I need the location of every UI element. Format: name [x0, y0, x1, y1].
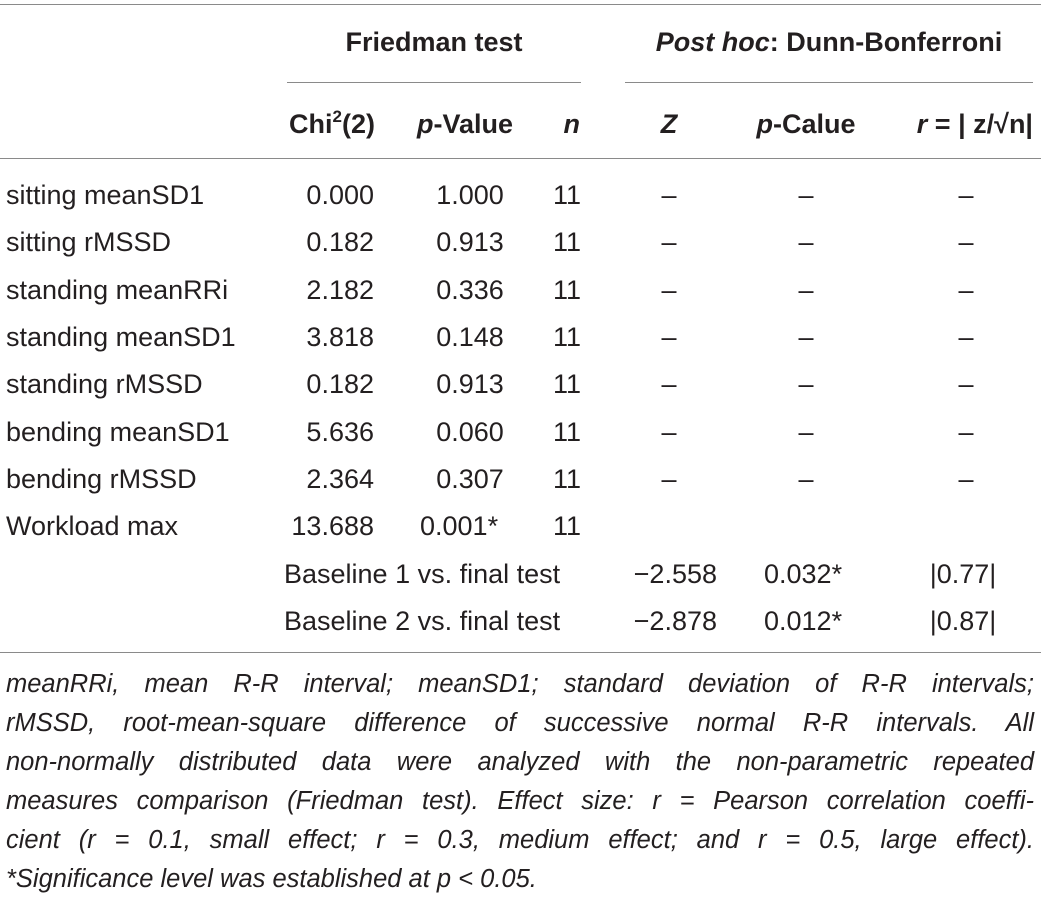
- row-p-value: 0.307: [436, 464, 504, 494]
- row-r: –: [958, 369, 974, 399]
- row-n: 11: [552, 417, 581, 447]
- row-label: sitting rMSSD: [6, 227, 172, 257]
- row-label: sitting meanSD1: [6, 180, 205, 210]
- row-chi: 0.000: [306, 180, 374, 210]
- col-header-pcalue-italic: p: [756, 109, 773, 139]
- row-p-calue: –: [798, 227, 814, 257]
- comparison-r: |0.77|: [929, 559, 997, 589]
- row-p-calue: –: [798, 369, 814, 399]
- comparison-p-calue: 0.032*: [764, 559, 843, 589]
- col-header-p-italic: p: [416, 109, 434, 139]
- comparison-z: −2.878: [633, 606, 717, 636]
- col-header-chi-base: Chi: [289, 109, 333, 139]
- footnote-line: non-normally distributed data were analyzed with the non-parametric repeated: [6, 748, 1034, 776]
- row-p-value: 0.913: [436, 227, 504, 257]
- row-chi: 2.364: [306, 464, 374, 494]
- header-bottom-rule: [0, 158, 1041, 159]
- comparison-p-calue: 0.012*: [764, 606, 843, 636]
- row-label: Workload max: [6, 511, 179, 541]
- row-p-calue: –: [798, 322, 814, 352]
- row-n: 11: [552, 464, 581, 494]
- row-z: –: [661, 322, 677, 352]
- row-r: –: [958, 275, 974, 305]
- row-r: –: [958, 322, 974, 352]
- table-top-rule: [0, 4, 1041, 5]
- group-header-friedman: Friedman test: [345, 27, 523, 57]
- row-chi: 0.182: [306, 369, 374, 399]
- row-p-calue: –: [798, 464, 814, 494]
- comparison-z: −2.558: [633, 559, 717, 589]
- col-header-chi-sup: 2: [332, 107, 342, 126]
- row-p-value: 0.336: [436, 275, 504, 305]
- col-header-r-rest: = | z/√n|: [927, 109, 1033, 139]
- col-header-p-calue: [756, 107, 855, 141]
- row-n: 11: [552, 275, 581, 305]
- row-p-value: 0.148: [436, 322, 504, 352]
- row-label: standing meanRRi: [6, 275, 229, 305]
- group-header-posthoc: [656, 25, 1002, 59]
- friedman-group-rule: [287, 82, 581, 83]
- row-n: 11: [552, 511, 581, 541]
- footnote-line: cient (r = 0.1, small effect; r = 0.3, medium effect; and r = 0.5, large effect).: [6, 826, 1034, 854]
- col-header-pcalue-rest: -Calue: [772, 109, 856, 139]
- row-r: –: [958, 180, 974, 210]
- row-label: bending rMSSD: [6, 464, 197, 494]
- col-header-n: n: [563, 109, 580, 139]
- row-n: 11: [552, 369, 581, 399]
- row-chi: 13.688: [291, 511, 374, 541]
- row-p-value: 0.001*: [420, 511, 499, 541]
- row-label: standing rMSSD: [6, 369, 203, 399]
- row-n: 11: [552, 322, 581, 352]
- row-n: 11: [552, 227, 581, 257]
- row-z: –: [661, 464, 677, 494]
- row-label: standing meanSD1: [6, 322, 236, 352]
- row-label: bending meanSD1: [6, 417, 230, 447]
- row-p-calue: –: [798, 180, 814, 210]
- col-header-r-italic: r: [916, 109, 928, 139]
- col-header-chi: [289, 107, 375, 141]
- footnote-line: measures comparison (Friedman test). Effect size: r = Pearson correlation coeffi-: [6, 787, 1034, 815]
- group-header-posthoc-rest: : Dunn-Bonferroni: [769, 27, 1003, 57]
- row-chi: 0.182: [306, 227, 374, 257]
- group-header-posthoc-italic: Post hoc: [655, 27, 770, 57]
- col-header-z: Z: [660, 109, 678, 139]
- col-header-p-value: [417, 107, 513, 141]
- row-z: –: [661, 180, 677, 210]
- row-p-calue: –: [798, 417, 814, 447]
- row-chi: 3.818: [306, 322, 374, 352]
- row-p-calue: –: [798, 275, 814, 305]
- row-p-value: 1.000: [436, 180, 504, 210]
- table-footnote: [6, 665, 1034, 899]
- comparison-label: Baseline 2 vs. final test: [284, 606, 561, 636]
- table-bottom-rule: [0, 652, 1041, 653]
- footnote-line: rMSSD, root-mean-square difference of successive normal R-R intervals. All: [6, 709, 1034, 737]
- row-p-value: 0.913: [436, 369, 504, 399]
- footnote-line: meanRRi, mean R-R interval; meanSD1; standard deviation of R-R intervals;: [6, 670, 1034, 698]
- col-header-p-rest: -Value: [433, 109, 514, 139]
- row-chi: 5.636: [306, 417, 374, 447]
- posthoc-group-rule: [625, 82, 1033, 83]
- comparison-label: Baseline 1 vs. final test: [284, 559, 561, 589]
- comparison-r: |0.87|: [929, 606, 997, 636]
- row-r: –: [958, 227, 974, 257]
- row-p-value: 0.060: [436, 417, 504, 447]
- row-r: –: [958, 417, 974, 447]
- row-z: –: [661, 369, 677, 399]
- row-z: –: [661, 417, 677, 447]
- row-chi: 2.182: [306, 275, 374, 305]
- row-z: –: [661, 227, 677, 257]
- row-n: 11: [552, 180, 581, 210]
- col-header-r: [917, 107, 1033, 141]
- footnote-line: *Significance level was established at p < 0.05.: [6, 865, 537, 893]
- col-header-chi-rest: (2): [342, 109, 375, 139]
- row-r: –: [958, 464, 974, 494]
- row-z: –: [661, 275, 677, 305]
